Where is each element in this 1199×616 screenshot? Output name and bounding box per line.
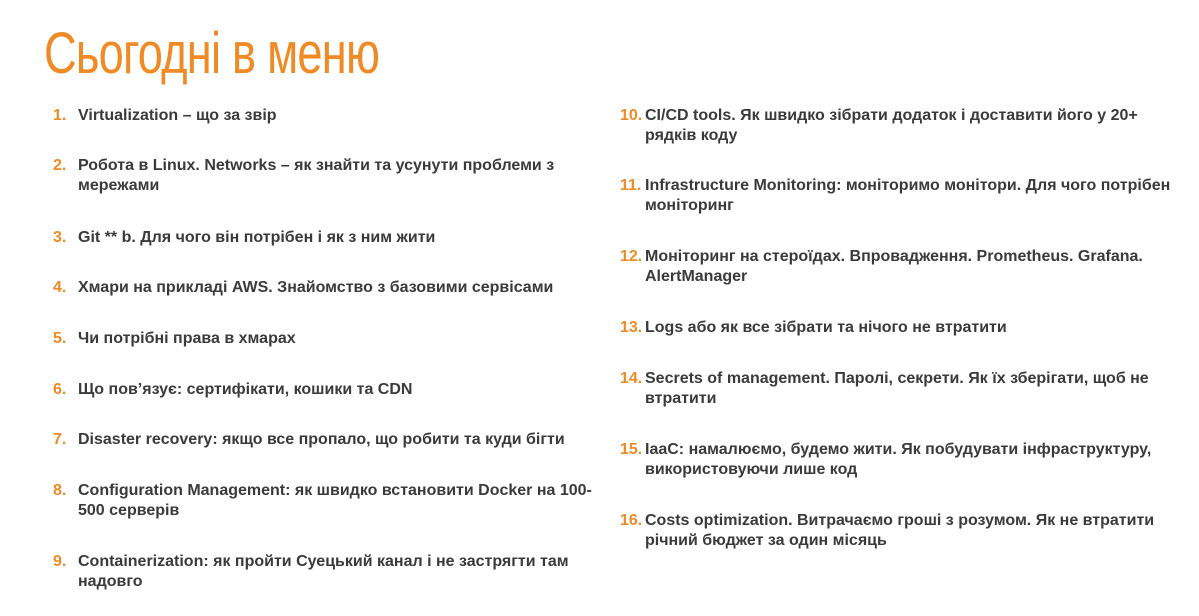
item-number: 8. (53, 482, 67, 499)
item-number: 4. (53, 279, 67, 296)
item-text: Хмари на прикладі AWS. Знайомство з базовими сервісами (78, 279, 554, 296)
item-number: 13. (620, 319, 643, 336)
item-number: 1. (53, 107, 67, 124)
list-item (53, 329, 598, 349)
item-text: Чи потрібні права в хмарах (78, 330, 296, 347)
list-item (620, 247, 1180, 287)
item-text: Що пов’язує: сертифікати, кошики та CDN (78, 381, 413, 398)
list-item (620, 511, 1180, 551)
list-item (53, 156, 598, 196)
item-text: Disaster recovery: якщо все пропало, що робити та куди бігти (78, 431, 565, 448)
item-text: Моніторинг на стероїдах. Впровадження. Prometheus. Grafana. AlertManager (645, 248, 1143, 285)
item-number: 15. (620, 441, 643, 458)
item-number: 11. (620, 177, 642, 194)
item-number: 5. (53, 330, 67, 347)
list-item (53, 552, 598, 592)
item-text: Costs optimization. Витрачаємо гроші з розумом. Як не втратити річний бюджет за один місяць (645, 512, 1155, 549)
list-item (53, 278, 598, 298)
item-text: Virtualization – що за звір (78, 107, 277, 124)
page-title: Сьогодні в меню (44, 21, 380, 86)
list-item (620, 318, 1180, 338)
item-text: Secrets of management. Паролі, секрети. Як їх зберігати, щоб не втратити (645, 370, 1149, 407)
item-number: 12. (620, 248, 643, 265)
item-number: 3. (53, 229, 67, 246)
list-item (620, 369, 1180, 409)
item-number: 9. (53, 553, 67, 570)
list-item (53, 380, 598, 400)
list-item (53, 106, 598, 126)
item-text: IaaC: намалюємо, будемо жити. Як побудувати інфраструктуру, використовуючи лише код (645, 441, 1152, 478)
item-text: CI/CD tools. Як швидко зібрати додаток і доставити його у 20+ рядків коду (645, 107, 1138, 144)
list-item (620, 440, 1180, 480)
item-text: Робота в Linux. Networks – як знайти та усунути проблеми з мережами (78, 157, 555, 194)
item-text: Git ** b. Для чого він потрібен і як з ним жити (78, 229, 436, 246)
list-item (620, 176, 1180, 216)
list-item (53, 481, 598, 521)
item-number: 14. (620, 370, 643, 387)
list-item (53, 430, 598, 450)
item-number: 16. (620, 512, 643, 529)
list-item (620, 106, 1180, 146)
item-text: Infrastructure Monitoring: моніторимо монітори. Для чого потрібен моніторинг (645, 177, 1171, 214)
item-text: Logs або як все зібрати та нічого не втратити (645, 319, 1007, 336)
list-item (53, 228, 598, 248)
item-number: 7. (53, 431, 67, 448)
item-text: Containerization: як пройти Суецький канал і не застрягти там надовго (78, 553, 569, 590)
item-number: 2. (53, 157, 67, 174)
item-number: 10. (620, 107, 643, 124)
item-number: 6. (53, 381, 67, 398)
item-text: Configuration Management: як швидко встановити Docker на 100-500 серверів (78, 482, 592, 519)
